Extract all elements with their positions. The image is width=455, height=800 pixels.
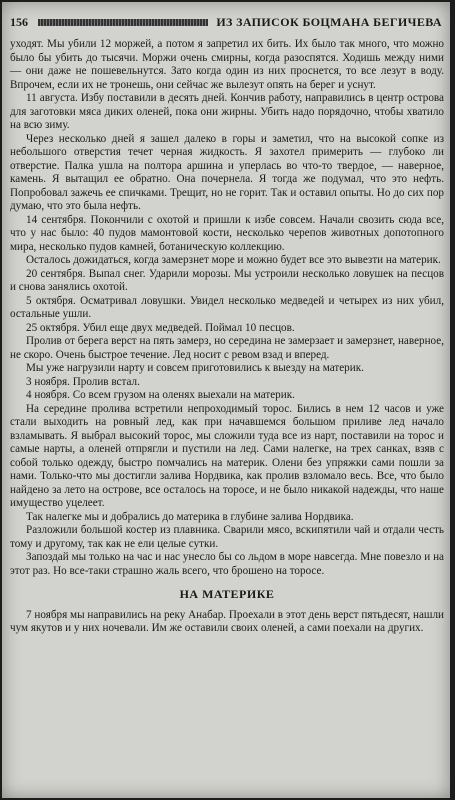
paragraph: 7 ноября мы направились на реку Анабар. Проехали в этот день верст пятьдесят, нашли чум якутов и у них ночевали. Им же оставили своих оленей, а сами поехали на других. xyxy=(10,608,444,634)
paragraph: Запоздай мы только на час и нас унесло бы со льдом в море навсегда. Мне повезло и на этот раз. Но все-таки страшно жаль всего, что брошено на торосе. xyxy=(10,551,444,577)
paragraph: Разложили большой костер из плавника. Сварили мясо, вскипятили чай и отдали честь тому и другому, так как не ели целые сутки. xyxy=(10,524,444,550)
running-title: ИЗ ЗАПИСОК БОЦМАНА БЕГИЧЕВА xyxy=(216,14,442,29)
paragraph: Осталось дожидаться, когда замерзнет море и можно будет все это вывезти на материк. xyxy=(26,254,441,266)
paragraph: Мы уже нагрузили нарту и совсем приготовились к выезду на материк. xyxy=(26,362,364,374)
page-header xyxy=(10,14,442,30)
page-body xyxy=(10,38,444,636)
paragraph: 11 августа. Избу поставили в десять дней. Кончив работу, направились в центр острова для заготовки мяса диких оленей, пока они жирны. Убить надо порядочно, чтобы хватило на всю зиму. xyxy=(10,92,444,131)
paragraph: 20 сентября. Выпал снег. Ударили морозы. Мы устроили несколько ловушек на песцов и снова занялись охотой. xyxy=(10,267,444,293)
paragraph: 5 октября. Осматривал ловушки. Увидел несколько медведей и четырех из них убил, остальные ушли. xyxy=(10,294,444,320)
paragraph: Пролив от берега верст на пять замерз, но середина не замерзает и замерзнет, наверное, не скоро. Очень быстрое течение. Лед носит с ревом взад и вперед. xyxy=(10,335,444,361)
book-page xyxy=(2,2,450,798)
paragraph: Через несколько дней я зашел далеко в горы и заметил, что на высокой сопке из небольшого отверстия течет черная жидкость. Я захотел примерить — глубоко ли отверстие. Палка ушла на полтора аршина и уперлась во что-то твердое, — наверное, камень. Я вытащил ее обратно. Она почернела. Я тогда же подумал, что это нефть. Попробовал зажечь ее спичками. Трещит, но не горит. Так и оставил опыты. Но до сих пор думаю, что это была нефть. xyxy=(10,132,444,212)
section-heading: НА МАТЕРИКЕ xyxy=(179,587,275,601)
paragraph: Так налегке мы и добрались до материка в глубине залива Нордвика. xyxy=(26,510,354,523)
header-rule xyxy=(38,19,208,26)
paragraph: 4 ноября. Со всем грузом на оленях выехали на материк. xyxy=(26,389,295,401)
paragraph: 25 октября. Убил еще двух медведей. Поймал 10 песцов. xyxy=(26,321,295,334)
paragraph: 14 сентября. Покончили с охотой и пришли к избе совсем. Начали свозить сюда все, что у нас было: 40 пудов мамонтовой кости, несколько черепов животных допотопного мира, несколько пудов камней, ботаническую коллекцию. xyxy=(10,213,444,253)
paragraph: уходят. Мы убили 12 моржей, а потом я запретил их бить. Их было так много, что можно было бы убить до тысячи. Моржи очень смирны, когда разоспятся. Ходишь между ними — они даже не пошевельнутся. Зато когда один из них проснется, то все лезут в воду. Впрочем, если их не тронешь, они сейчас же вылезут опять на берег и уснут. xyxy=(10,38,444,91)
paragraph: 3 ноября. Пролив встал. xyxy=(26,375,140,388)
page-number: 156 xyxy=(10,14,28,29)
paragraph: На середине пролива встретили непроходимый торос. Бились в нем 12 часов и уже стали выходить на ровный лед, как при начавшемся большом приливе лед начало взламывать. Я выбрал высокий торос, мы сложили туда все из нарт, поставили на торос и самые нарты, а оленей отпрягли и пустили на лед. Сами налегке, на трех санках, взяв с собой только одежду, быстро помчались на материк. Олени без упряжки сами пошли за нами. Только-что мы достигли залива Нордвика, как пролив взломало весь. Все, что было найдено за лето на острове, все осталось на торосе, и не было никакой надежды, что наше имущество уцелеет. xyxy=(10,402,444,509)
